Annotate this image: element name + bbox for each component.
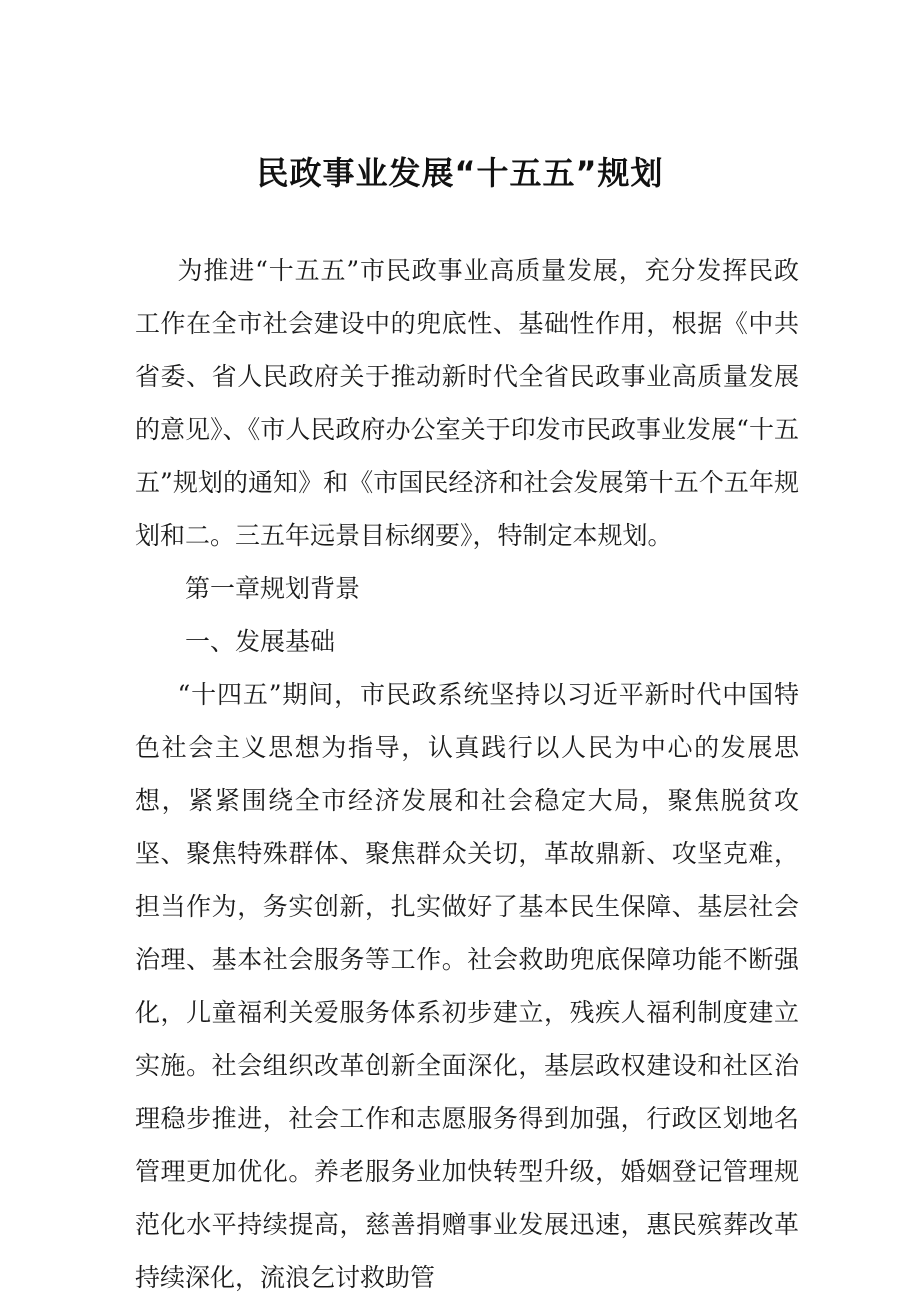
section-heading: 一、发展基础 [185, 627, 336, 656]
intro-paragraph: 为推进“十五五”市民政事业高质量发展，充分发挥民政工作在全市社会建设中的兜底性、基础性作用，根据《中共省委、省人民政府关于推动新时代全省民政事业高质量发展的意见》、《市人民政府办公室关于印发市民政事业发展“十五五”规划的通知》和《市国民经济和社会发展第十五个五年规划和二。三五年远景目标纲要》，特制定本规划。 [135, 256, 799, 550]
chapter-heading: 第一章规划背景 [185, 574, 361, 603]
section-body-paragraph: “十四五”期间，市民政系统坚持以习近平新时代中国特色社会主义思想为指导，认真践行以人民为中心的发展思想，紧紧围绕全市经济发展和社会稳定大局，聚焦脱贫攻坚、聚焦特殊群体、聚焦群众关切，革故鼎新、攻坚克难，担当作为，务实创新，扎实做好了基本民生保障、基层社会治理、基本社会服务等工作。社会救助兜底保障功能不断强化，儿童福利关爱服务体系初步建立，残疾人福利制度建立实施。社会组织改革创新全面深化，基层政权建设和社区治理稳步推进，社会工作和志愿服务得到加强，行政区划地名管理更加优化。养老服务业加快转型升级，婚姻登记管理规范化水平持续提高，慈善捐赠事业发展迅速，惠民殡葬改革持续深化，流浪乞讨救助管 [135, 680, 799, 1292]
document-title: 民政事业发展“十五五”规划 [256, 154, 664, 193]
document-body [135, 244, 799, 1304]
